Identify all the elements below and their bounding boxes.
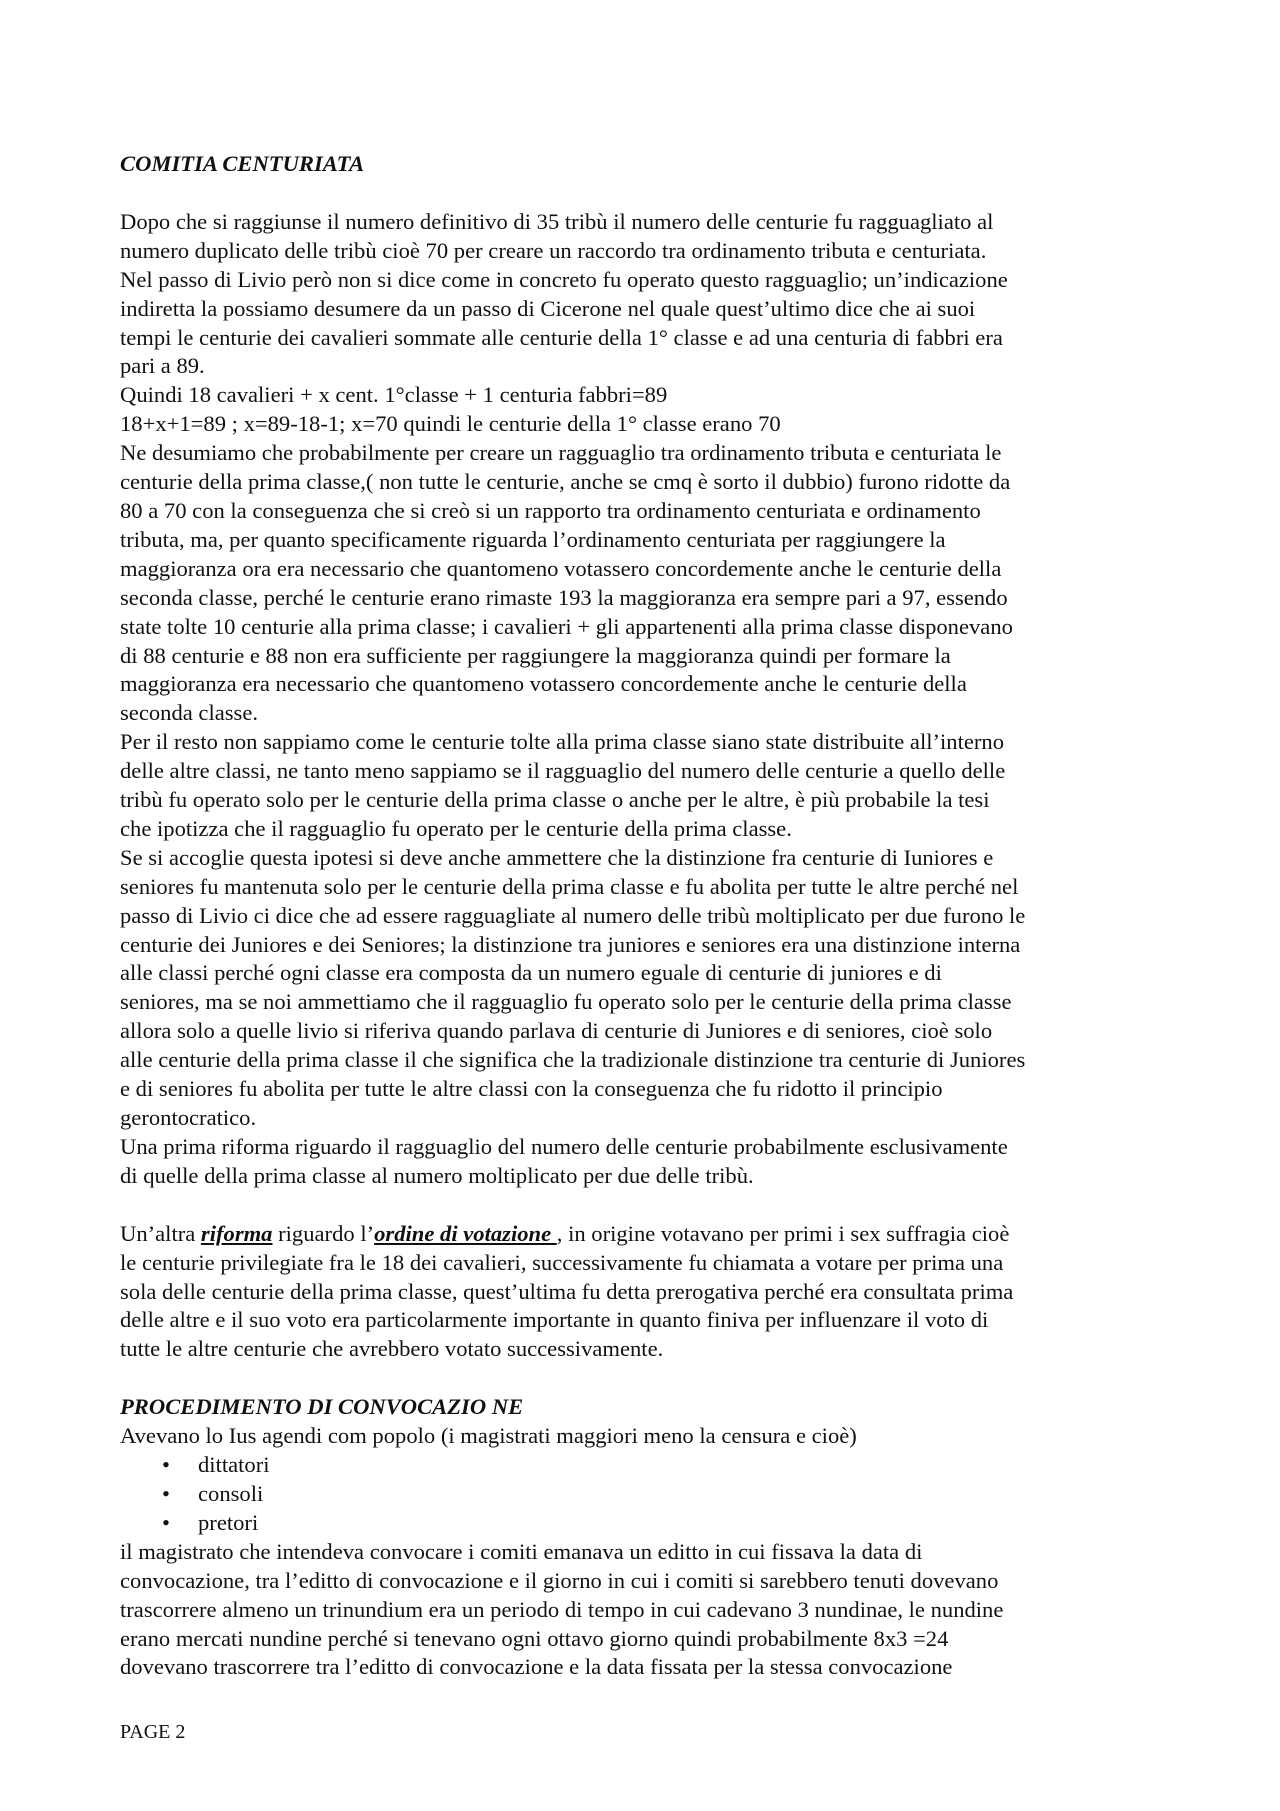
text-line: Una prima riforma riguardo il ragguaglio del numero delle centurie probabilmente esclusivamente — [120, 1133, 1008, 1159]
text-line: seniores, ma se noi ammettiamo che il ragguaglio fu operato solo per le centurie della prima classe — [120, 989, 1012, 1015]
text-line: le centurie privilegiate fra le 18 dei cavalieri, successivamente fu chiamata a votare per prima una — [120, 1249, 1004, 1275]
text-line: allora solo a quelle livio si riferiva quando parlava di centurie di Juniores e di seniores, cioè solo — [120, 1018, 993, 1044]
text-line: trascorrere almeno un trinundium era un periodo di tempo in cui cadevano 3 nundinae, le nundine — [120, 1596, 1004, 1622]
text-line: il magistrato che intendeva convocare i comiti emanava un editto in cui fissava la data di — [120, 1538, 923, 1564]
text-line: tempi le centurie dei cavalieri sommate alle centurie della 1° classe e ad una centuria di fabbri era — [120, 324, 1003, 350]
text-line: dovevano trascorrere tra l’editto di convocazione e la data fissata per la stessa convocazione — [120, 1654, 953, 1680]
text-line: passo di Livio ci dice che ad essere ragguagliate al numero delle tribù moltiplicato per due furono le — [120, 902, 1026, 928]
text-line: seconda classe, perché le centurie erano rimaste 193 la maggioranza era sempre pari a 97, essendo — [120, 584, 1008, 610]
text-line: numero duplicato delle tribù cioè 70 per creare un raccordo tra ordinamento tributa e centuriata. — [120, 237, 987, 263]
text-line: seconda classe. — [120, 700, 259, 726]
text-line: maggioranza era necessario che quantomeno votassero concordemente anche le centurie della — [120, 671, 967, 697]
spacer — [120, 1364, 1180, 1393]
text-line: Per il resto non sappiamo come le centurie tolte alla prima classe siano state distribuite all’interno — [120, 729, 1005, 755]
text-line: alle centurie della prima classe il che significa che la tradizionale distinzione tra centurie di Juniores — [120, 1047, 1026, 1073]
text-line: pari a 89. — [120, 353, 205, 379]
text-line: delle altre classi, ne tanto meno sappiamo se il ragguaglio del numero delle centurie a quello delle — [120, 758, 1006, 784]
list-item — [120, 1509, 1180, 1538]
text-span: riguardo l’ — [272, 1220, 375, 1246]
text-line: di 88 centurie e 88 non era sufficiente per raggiungere la maggioranza quindi per formare la — [120, 642, 951, 668]
text-line: state tolte 10 centurie alla prima classe; i cavalieri + gli appartenenti alla prima classe disponevano — [120, 613, 1013, 639]
text-line: centurie della prima classe,( non tutte le centurie, anche se cmq è sorto il dubbio) furono ridotte da — [120, 469, 1011, 495]
page-footer: PAGE 2 — [120, 1721, 186, 1743]
text-line: alle classi perché ogni classe era composta da un numero eguale di centurie di juniores e di — [120, 960, 942, 986]
spacer — [120, 1191, 1180, 1220]
text-line — [120, 1220, 1180, 1249]
text-span: Un’altra — [120, 1220, 201, 1246]
text-line: gerontocratico. — [120, 1105, 257, 1130]
text-line: Quindi 18 cavalieri + x cent. 1°classe + 1 centuria fabbri=89 — [120, 382, 668, 408]
list-item-label: consoli — [198, 1480, 264, 1506]
text-line: Ne desumiamo che probabilmente per creare un ragguaglio tra ordinamento tributa e centuriata le — [120, 440, 1002, 466]
paragraph-comitia-centuriata — [120, 208, 1180, 1191]
text-line: tributa, ma, per quanto specificamente riguarda l’ordinamento centuriata per raggiungere la — [120, 526, 946, 552]
list-item-label: dittatori — [198, 1452, 270, 1478]
heading-procedimento-di-convocazione: PROCEDIMENTO DI CONVOCAZIO NE — [120, 1394, 524, 1420]
text-line: Avevano lo Ius agendi com popolo (i magistrati maggiori meno la censura e cioè) — [120, 1423, 857, 1449]
paragraph-intro-convocazione — [120, 1422, 1180, 1451]
emphasis-riforma: riforma — [200, 1220, 273, 1246]
text-line: e di seniores fu abolita per tutte le altre classi con la conseguenza che fu ridotto il principio — [120, 1076, 943, 1102]
text-line: Dopo che si raggiunse il numero definitivo di 35 tribù il numero delle centurie fu ragguagliato al — [120, 208, 994, 234]
emphasis-ordine-di-votazione: ordine di votazione — [374, 1220, 557, 1246]
text-line: maggioranza ora era necessario che quantomeno votassero concordemente anche le centurie della — [120, 555, 1002, 581]
document-body — [120, 150, 1180, 1682]
list-item-label: pretori — [198, 1509, 259, 1535]
text-line: tribù fu operato solo per le centurie della prima classe o anche per le altre, è più probabile la tesi — [120, 787, 990, 813]
text-line: 80 a 70 con la conseguenza che si creò si un rapporto tra ordinamento centuriata e ordinamento — [120, 497, 981, 523]
list-item — [120, 1480, 1180, 1509]
bullet-icon: • — [162, 1480, 170, 1506]
text-line: indiretta la possiamo desumere da un passo di Cicerone nel quale quest’ultimo dice che ai suoi — [120, 295, 976, 321]
paragraph-convocazione — [120, 1538, 1180, 1683]
text-line: erano mercati nundine perché si tenevano ogni ottavo giorno quindi probabilmente 8x3 =24 — [120, 1625, 949, 1651]
bullet-icon: • — [162, 1509, 170, 1535]
text-line: Se si accoglie questa ipotesi si deve anche ammettere che la distinzione fra centurie di Iuniores e — [120, 844, 994, 870]
text-line: che ipotizza che il ragguaglio fu operato per le centurie della prima classe. — [120, 815, 792, 841]
text-line: delle altre e il suo voto era particolarmente importante in quanto finiva per influenzare il voto di — [120, 1307, 989, 1333]
riforma-lines — [120, 1249, 1180, 1365]
list-item — [120, 1451, 1180, 1480]
bullet-icon: • — [162, 1452, 170, 1478]
spacer — [120, 179, 1180, 208]
text-span: , in origine votavano per primi i sex suffragia cioè — [556, 1220, 1010, 1246]
text-line: convocazione, tra l’editto di convocazione e il giorno in cui i comiti si sarebbero tenuti dovevano — [120, 1567, 999, 1593]
text-line: seniores fu mantenuta solo per le centurie della prima classe e fu abolita per tutte le altre perché nel — [120, 873, 1019, 899]
text-line: sola delle centurie della prima classe, quest’ultima fu detta prerogativa perché era consultata prima — [120, 1278, 1014, 1304]
text-line: 18+x+1=89 ; x=89-18-1; x=70 quindi le centurie della 1° classe erano 70 — [120, 411, 781, 437]
text-line: Nel passo di Livio però non si dice come in concreto fu operato questo ragguaglio; un’indicazione — [120, 266, 1008, 292]
heading-comitia-centuriata: COMITIA CENTURIATA — [120, 151, 365, 176]
text-line: centurie dei Juniores e dei Seniores; la distinzione tra juniores e seniores era una distinzione interna — [120, 931, 1021, 957]
paragraph-riforma — [120, 1220, 1180, 1365]
text-line: di quelle della prima classe al numero moltiplicato per due delle tribù. — [120, 1162, 754, 1188]
magistrati-list — [120, 1451, 1180, 1538]
text-line: tutte le altre centurie che avrebbero votato successivamente. — [120, 1336, 664, 1362]
